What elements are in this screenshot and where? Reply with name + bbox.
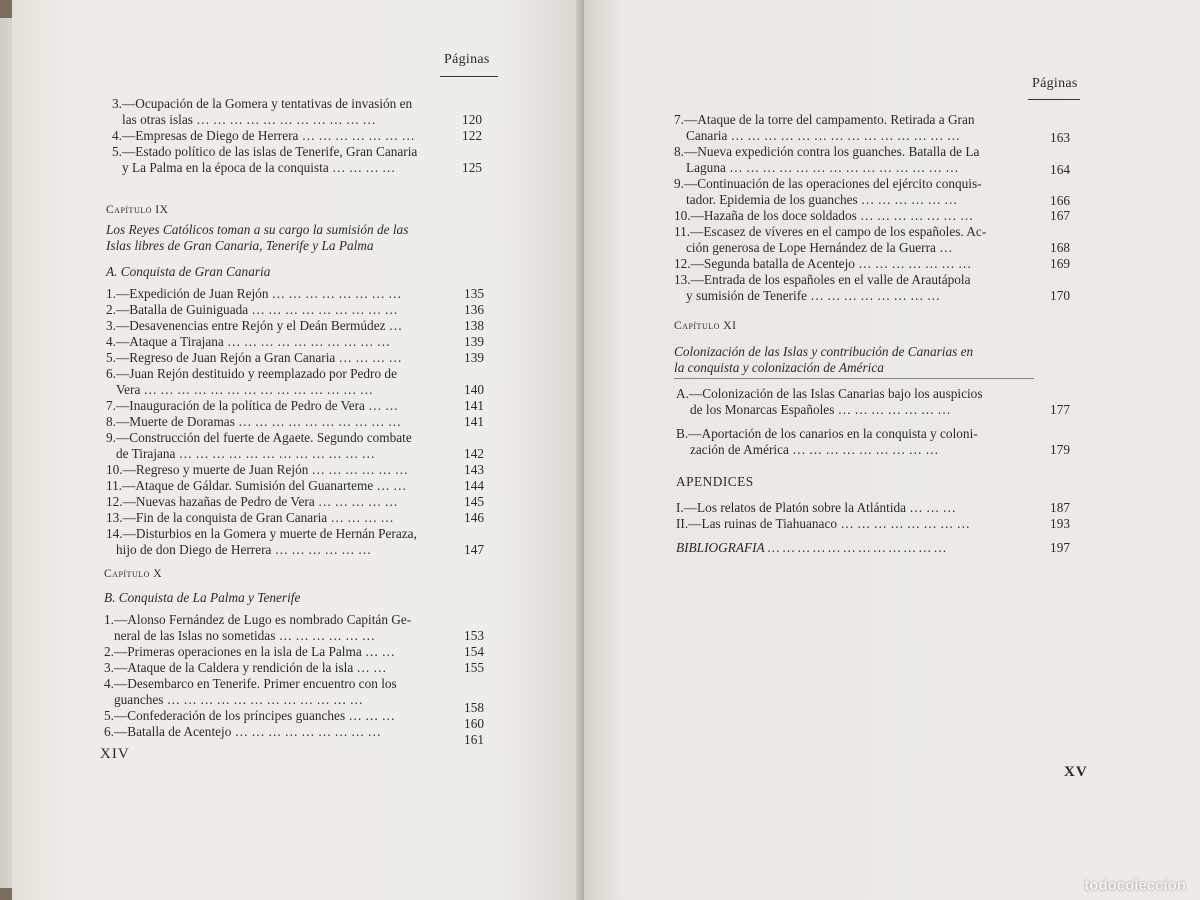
toc-line: 11.—Ataque de Gáldar. Sumisión del Guanarteme … …: [106, 478, 407, 493]
section-rule: [674, 378, 1034, 379]
appendices-heading: APENDICES: [676, 474, 754, 489]
toc-line: de Tirajana … … … … … … … … … … … …: [116, 446, 375, 461]
toc-page-number: 147: [464, 542, 484, 557]
toc-line: y sumisión de Tenerife … … … … … … … …: [686, 288, 941, 303]
toc-page-number: 170: [1050, 288, 1070, 303]
toc-page-number: 122: [462, 128, 482, 143]
watermark-logo: todocoleccion: [1084, 877, 1186, 894]
chapter-title: la conquista y colonización de América: [674, 360, 884, 375]
left-page: [12, 0, 584, 900]
chapter-heading: Capítulo XI: [674, 320, 737, 332]
toc-page-number: 142: [464, 446, 484, 461]
left-page-folio: XIV: [100, 746, 130, 762]
toc-page-number: 135: [464, 286, 484, 301]
toc-line: 1.—Expedición de Juan Rejón … … … … … … … …: [106, 286, 402, 301]
toc-line: II.—Las ruinas de Tiahuanaco … … … … … … … …: [676, 516, 970, 531]
chapter-heading: Capítulo X: [104, 568, 163, 580]
toc-line: 13.—Fin de la conquista de Gran Canaria … … … …: [106, 510, 394, 525]
toc-line: 1.—Alonso Fernández de Lugo es nombrado Capitán Ge-: [104, 612, 412, 627]
toc-page-number: 177: [1050, 402, 1070, 417]
section-heading: A. Conquista de Gran Canaria: [106, 264, 271, 279]
toc-line: 12.—Segunda batalla de Acentejo … … … … … … …: [674, 256, 972, 271]
toc-line: 3.—Ataque de la Caldera y rendición de la isla … …: [104, 660, 387, 675]
toc-line: guanches … … … … … … … … … … … …: [114, 692, 363, 707]
toc-page-number: 153: [464, 628, 484, 643]
toc-page-number: 136: [464, 302, 484, 317]
toc-line: 4.—Ataque a Tirajana … … … … … … … … … …: [106, 334, 391, 349]
toc-line: 5.—Estado político de las islas de Tenerife, Gran Canaria: [112, 144, 418, 159]
toc-page-number: 146: [464, 510, 484, 525]
toc-line: I.—Los relatos de Platón sobre la Atlántida … … …: [676, 500, 956, 515]
toc-page-number: 154: [464, 644, 484, 659]
right-header-paginas: Páginas: [1032, 76, 1078, 91]
right-page: [584, 0, 1200, 900]
toc-line: de los Monarcas Españoles … … … … … … …: [690, 402, 951, 417]
chapter-title: Islas libres de Gran Canaria, Tenerife y La Palma: [106, 238, 374, 253]
toc-line: 8.—Muerte de Doramas … … … … … … … … … …: [106, 414, 402, 429]
toc-page-number: 141: [464, 414, 484, 429]
toc-line: y La Palma en la época de la conquista … … … …: [122, 160, 396, 175]
toc-line: 2.—Primeras operaciones en la isla de La Palma … …: [104, 644, 395, 659]
toc-line: tador. Epidemia de los guanches … … … … … …: [686, 192, 958, 207]
toc-line: Laguna … … … … … … … … … … … … … …: [686, 160, 959, 175]
chapter-heading: Capítulo IX: [106, 204, 169, 216]
toc-line: A.—Colonización de las Islas Canarias bajo los auspicios: [676, 386, 983, 401]
toc-line: 10.—Regreso y muerte de Juan Rejón … … … … … …: [106, 462, 409, 477]
toc-line: Vera … … … … … … … … … … … … … …: [116, 382, 374, 397]
left-header-rule: [440, 76, 498, 77]
toc-page-number: 138: [464, 318, 484, 333]
toc-page-number: 168: [1050, 240, 1070, 255]
toc-page-number: 197: [1050, 540, 1070, 555]
toc-line: Canaria … … … … … … … … … … … … … …: [686, 128, 961, 143]
toc-line: B.—Aportación de los canarios en la conquista y coloni-: [676, 426, 978, 441]
toc-page-number: 139: [464, 334, 484, 349]
toc-line: 3.—Desavenencias entre Rejón y el Deán Bermúdez …: [106, 318, 403, 333]
toc-page-number: 169: [1050, 256, 1070, 271]
toc-line: 12.—Nuevas hazañas de Pedro de Vera … … … … …: [106, 494, 398, 509]
toc-page-number: 164: [1050, 162, 1070, 177]
toc-page-number: 158: [464, 700, 484, 715]
toc-line: 5.—Regreso de Juan Rejón a Gran Canaria … … … …: [106, 350, 402, 365]
toc-page-number: 144: [464, 478, 484, 493]
toc-page-number: 160: [464, 716, 484, 731]
toc-line: ción generosa de Lope Hernández de la Guerra …: [686, 240, 953, 255]
toc-line: las otras islas … … … … … … … … … … …: [122, 112, 376, 127]
toc-page-number: 145: [464, 494, 484, 509]
chapter-title: Los Reyes Católicos toman a su cargo la sumisión de las: [106, 222, 409, 237]
right-page-folio: XV: [1064, 764, 1088, 780]
toc-line: 7.—Inauguración de la política de Pedro de Vera … …: [106, 398, 399, 413]
toc-page-number: 166: [1050, 193, 1070, 208]
toc-line: zación de América … … … … … … … … …: [690, 442, 939, 457]
toc-line: 4.—Empresas de Diego de Herrera … … … … … … …: [112, 128, 415, 143]
toc-line: 6.—Juan Rejón destituido y reemplazado por Pedro de: [106, 366, 397, 381]
toc-page-number: 120: [462, 112, 482, 127]
toc-page-number: 193: [1050, 516, 1070, 531]
chapter-title: Colonización de las Islas y contribución de Canarias en: [674, 344, 974, 359]
toc-page-number: 179: [1050, 442, 1070, 457]
toc-page-number: 187: [1050, 500, 1070, 515]
toc-page-number: 139: [464, 350, 484, 365]
toc-line: 9.—Continuación de las operaciones del ejército conquis-: [674, 176, 982, 191]
toc-line: 4.—Desembarco en Tenerife. Primer encuentro con los: [104, 676, 397, 691]
toc-line: hijo de don Diego de Herrera … … … … … …: [116, 542, 372, 557]
right-header-rule: [1028, 99, 1080, 100]
toc-page-number: 167: [1050, 208, 1070, 223]
toc-line: 10.—Hazaña de los doce soldados … … … … … … …: [674, 208, 974, 223]
toc-page-number: 163: [1050, 130, 1070, 145]
toc-page-number: 125: [462, 160, 482, 175]
toc-line: neral de las Islas no sometidas … … … … … …: [114, 628, 376, 643]
toc-line: 5.—Confederación de los príncipes guanches … … …: [104, 708, 395, 723]
toc-line: 13.—Entrada de los españoles en el valle de Arautápola: [674, 272, 971, 287]
toc-line: 9.—Construcción del fuerte de Agaete. Segundo combate: [106, 430, 412, 445]
toc-line: 14.—Disturbios en la Gomera y muerte de Hernán Peraza,: [106, 526, 417, 541]
left-header-paginas: Páginas: [444, 52, 490, 67]
toc-line: 2.—Batalla de Guiniguada … … … … … … … … …: [106, 302, 398, 317]
toc-page-number: 141: [464, 398, 484, 413]
bibliography-entry: BIBLIOGRAFIA … … … … … … … … … … … …: [676, 540, 947, 555]
toc-line: 6.—Batalla de Acentejo … … … … … … … … …: [104, 724, 381, 739]
section-heading: B. Conquista de La Palma y Tenerife: [104, 590, 301, 605]
toc-line: 11.—Escasez de víveres en el campo de los españoles. Ac-: [674, 224, 987, 239]
toc-page-number: 143: [464, 462, 484, 477]
toc-page-number: 161: [464, 732, 484, 747]
toc-line: 7.—Ataque de la torre del campamento. Retirada a Gran: [674, 112, 975, 127]
toc-line: 8.—Nueva expedición contra los guanches. Batalla de La: [674, 144, 980, 159]
toc-page-number: 140: [464, 382, 484, 397]
toc-line: 3.—Ocupación de la Gomera y tentativas de invasión en: [112, 96, 413, 111]
toc-page-number: 155: [464, 660, 484, 675]
